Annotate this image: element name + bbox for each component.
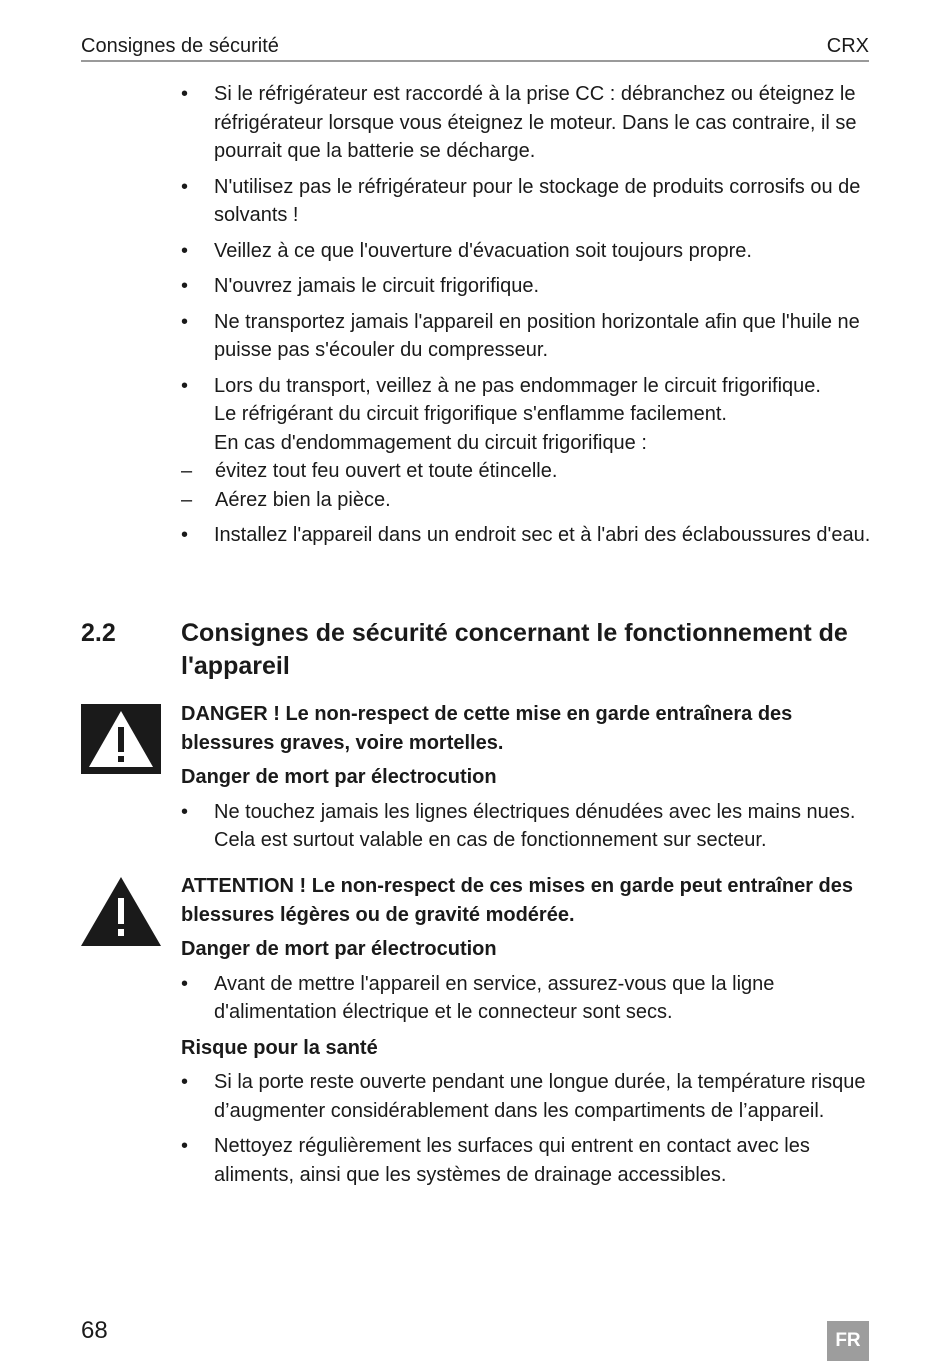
header-model: CRX [826,35,869,57]
attention-heading: ATTENTION ! Le non-respect de ces mises en garde peut entraîner des blessures légères ou de gravité modérée. [181,875,854,926]
attention-bullet-list-2 [181,1068,871,1189]
header-section-title: Consignes de sécurité [81,35,279,57]
list-item: • Lors du transport, veillez à ne pas endommager le circuit frigorifique. Le réfrigérant du circuit frigorifique s'enflamme facilement. En cas d'endommagement du circuit frigorifique : – évitez tout feu ouvert et toute étincelle. – Aérez bien la pièce. [181,372,871,515]
safety-bullet-list [181,80,871,557]
danger-notice [181,700,871,862]
caution-warning-icon [81,876,161,946]
list-item: • N'ouvrez jamais le circuit frigorifique. [181,272,871,301]
attention-subheading-health: Risque pour la santé [181,1036,378,1059]
attention-subheading-electrocution: Danger de mort par électrocution [181,938,497,960]
bullet-marker: • [181,1135,189,1157]
attention-notice [181,872,871,1196]
danger-warning-icon [81,704,161,774]
bullet-marker: • [181,275,189,297]
bullet-marker: • [181,310,189,333]
list-item: • Ne transportez jamais l'appareil en position horizontale afin que l'huile ne puisse pas s'écouler du compresseur. [181,308,871,365]
danger-heading: DANGER ! Le non-respect de cette mise en garde entraînera des blessures graves, voire mortelles. [181,703,793,754]
bullet-marker: • [181,972,189,995]
list-item: • Nettoyez régulièrement les surfaces qui entrent en contact avec les aliments, ainsi que les systèmes de drainage accessibles. [181,1132,871,1189]
sub-list-item: – évitez tout feu ouvert et toute étincelle. [181,460,558,482]
page-number: 68 [81,1317,108,1344]
bullet-marker: • [181,83,189,105]
danger-bullet-list [181,798,871,855]
bullet-marker: • [181,1071,189,1093]
bullet-marker: • [181,374,189,397]
bullet-marker: • [181,524,189,546]
section-number: 2.2 [81,619,116,647]
running-header [81,30,869,62]
section-title: Consignes de sécurité concernant le fonctionnement de l'appareil [181,619,848,680]
list-item: • Si le réfrigérateur est raccordé à la prise CC : débranchez ou éteignez le réfrigérateur lorsque vous éteignez le moteur. Dans le cas contraire, il se pourrait que la batterie se décharge. [181,80,871,166]
bullet-marker: • [181,800,189,823]
sub-list [181,457,871,514]
list-item: • Avant de mettre l'appareil en service, assurez-vous que la ligne d'alimentation électrique et le connecteur sont secs. [181,970,871,1027]
list-item: • N'utilisez pas le réfrigérateur pour le stockage de produits corrosifs ou de solvants ! [181,173,871,230]
danger-subheading: Danger de mort par électrocution [181,766,497,788]
list-item: • Ne touchez jamais les lignes électriques dénudées avec les mains nues. Cela est surtout valable en cas de fonctionnement sur secteur. [181,798,871,855]
bullet-marker: • [181,175,189,198]
list-item: • Veillez à ce que l'ouverture d'évacuation soit toujours propre. [181,237,871,266]
list-item: • Installez l'appareil dans un endroit sec et à l'abri des éclaboussures d'eau. [181,521,871,550]
list-item: • Si la porte reste ouverte pendant une longue durée, la température risque d’augmenter considérablement dans les compartiments de l’appareil. [181,1068,871,1125]
attention-bullet-list-1 [181,970,871,1027]
language-badge: FR [827,1321,869,1361]
bullet-marker: • [181,239,189,262]
sub-list-item: – Aérez bien la pièce. [181,488,391,511]
